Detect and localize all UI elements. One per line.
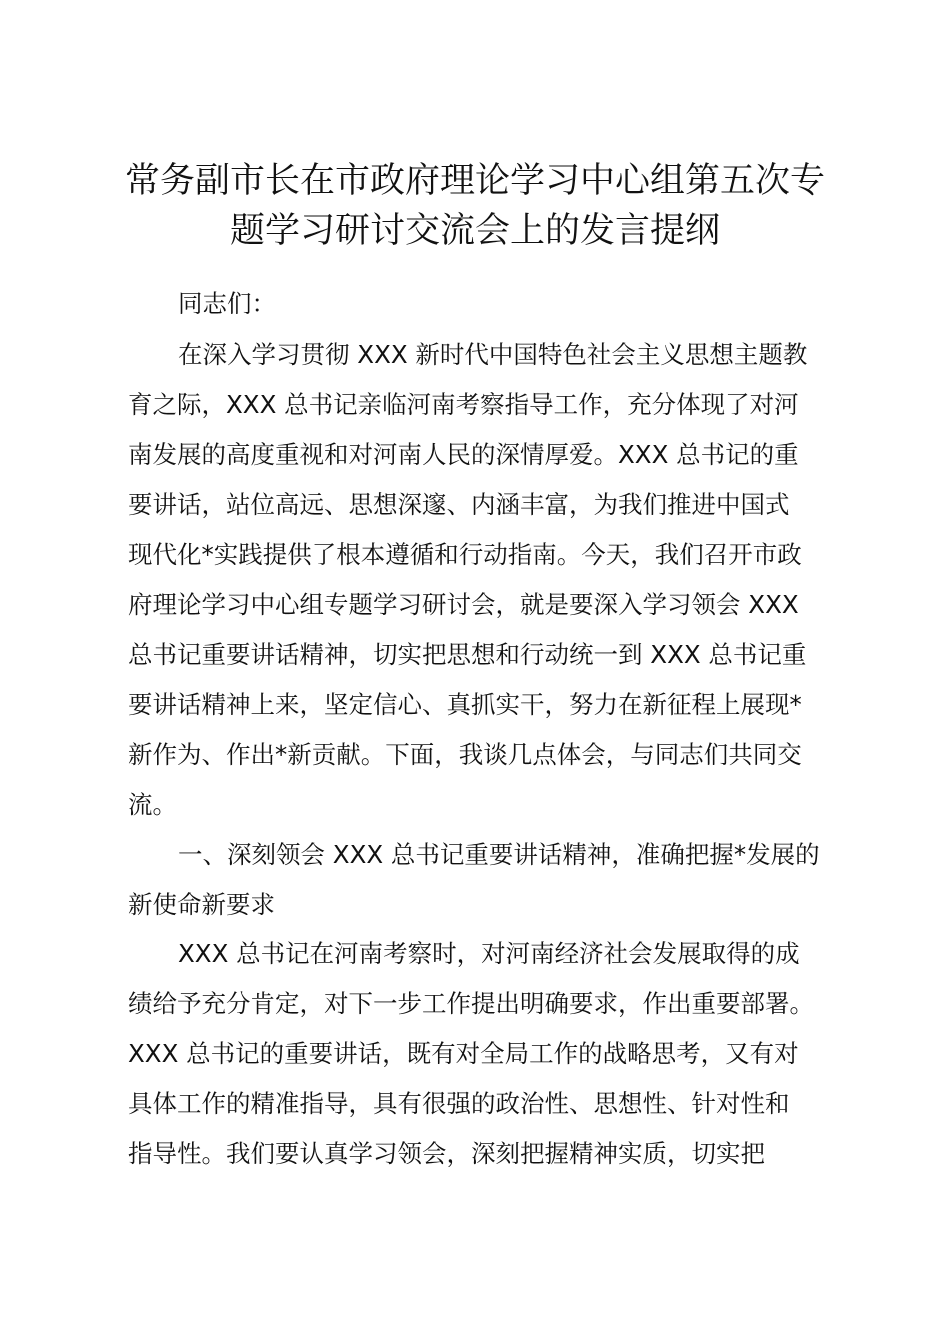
paragraph-line: 总书记重要讲话精神，切实把思想和行动统一到 XXX 总书记重 [128, 640, 807, 669]
paragraph-line: XXX 总书记的重要讲话，既有对全局工作的战略思考，又有对 [128, 1039, 799, 1068]
heading-line: 一、深刻领会 XXX 总书记重要讲话精神，准确把握*发展的 [178, 840, 820, 869]
paragraph-line: 现代化*实践提供了根本遵循和行动指南。今天，我们召开市政 [128, 540, 802, 569]
paragraph-line: 要讲话，站位高远、思想深邃、内涵丰富，为我们推进中国式 [128, 490, 790, 519]
paragraph-line: 指导性。我们要认真学习领会，深刻把握精神实质，切实把 [128, 1139, 765, 1168]
paragraph-line: 绩给予充分肯定，对下一步工作提出明确要求，作出重要部署。 [128, 989, 814, 1018]
heading-line: 新使命新要求 [128, 890, 275, 919]
paragraph-line: 府理论学习中心组专题学习研讨会，就是要深入学习领会 XXX [128, 590, 799, 619]
paragraph-line: 在深入学习贯彻 XXX 新时代中国特色社会主义思想主题教 [178, 340, 808, 369]
salutation-text: 同志们： [178, 289, 276, 318]
paragraph-line: 育之际，XXX 总书记亲临河南考察指导工作，充分体现了对河 [128, 390, 799, 419]
paragraph-line: 要讲话精神上来，坚定信心、真抓实干，努力在新征程上展现* [128, 690, 802, 719]
document-title [80, 156, 870, 256]
paragraph-1 [128, 330, 828, 830]
paragraph-line: 具体工作的精准指导，具有很强的政治性、思想性、针对性和 [128, 1089, 790, 1118]
paragraph-2 [128, 929, 828, 1179]
salutation [128, 279, 828, 329]
section-heading-1 [128, 830, 828, 930]
title-line: 题学习研讨交流会上的发言提纲 [229, 211, 720, 251]
paragraph-line: 南发展的高度重视和对河南人民的深情厚爱。XXX 总书记的重 [128, 440, 799, 469]
title-line: 常务副市长在市政府理论学习中心组第五次专 [124, 161, 825, 201]
paragraph-line: 新作为、作出*新贡献。下面，我谈几点体会，与同志们共同交 [128, 740, 802, 769]
paragraph-line: XXX 总书记在河南考察时，对河南经济社会发展取得的成 [178, 939, 800, 968]
paragraph-line: 流。 [128, 790, 177, 819]
